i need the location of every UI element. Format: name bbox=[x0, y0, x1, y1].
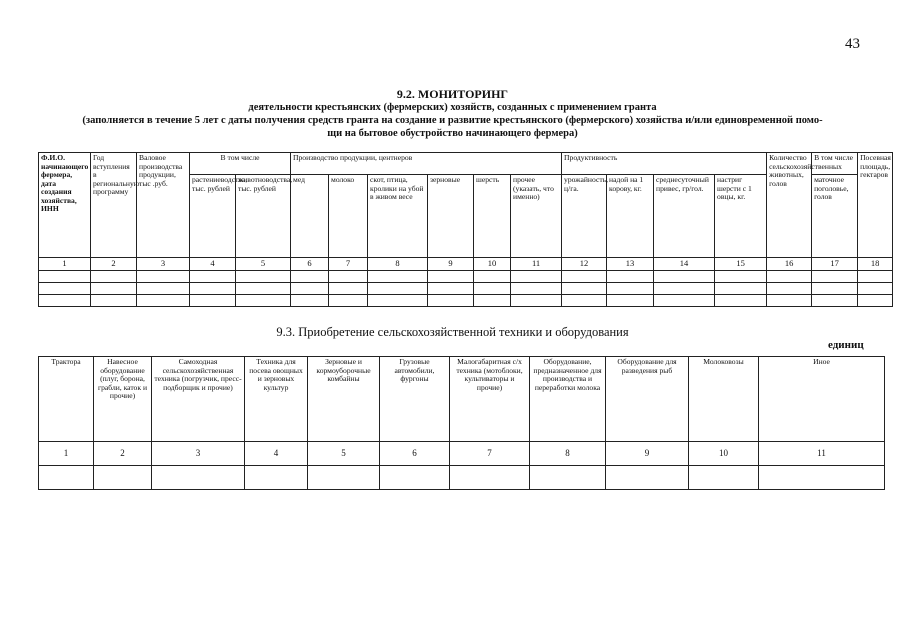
monitoring-table bbox=[38, 152, 893, 307]
header-fio: Ф.И.О. начинающего фермера, дата создания хозяйства, ИНН bbox=[39, 153, 91, 258]
empty-cell bbox=[715, 294, 767, 306]
column-number: 2 bbox=[91, 258, 137, 271]
empty-cell bbox=[91, 282, 137, 294]
header-trucks: Грузовые автомобили, фургоны bbox=[380, 357, 450, 442]
header-animals-count: Количество сельскохозяйственных животных, голов bbox=[767, 153, 812, 258]
empty-cell bbox=[607, 282, 654, 294]
empty-cell bbox=[39, 294, 91, 306]
header-sowing-equipment: Техника для посева овощных и зерновых культур bbox=[245, 357, 308, 442]
column-number: 17 bbox=[812, 258, 858, 271]
empty-cell bbox=[190, 282, 236, 294]
column-number: 2 bbox=[94, 442, 152, 466]
column-number: 12 bbox=[562, 258, 607, 271]
empty-cell bbox=[511, 294, 562, 306]
header-fish-equipment: Оборудование для разведения рыб bbox=[606, 357, 689, 442]
column-number: 8 bbox=[368, 258, 428, 271]
header-self-propelled: Самоходная сельскохозяйственная техника (погрузчик, пресс-подборщик и прочие) bbox=[152, 357, 245, 442]
empty-cell bbox=[474, 294, 511, 306]
empty-cell bbox=[39, 282, 91, 294]
empty-cell bbox=[812, 282, 858, 294]
column-number: 8 bbox=[530, 442, 606, 466]
empty-cell bbox=[767, 294, 812, 306]
empty-cell bbox=[812, 294, 858, 306]
header-other: Иное bbox=[759, 357, 885, 442]
column-number: 4 bbox=[245, 442, 308, 466]
empty-cell bbox=[236, 282, 291, 294]
empty-cell bbox=[137, 282, 190, 294]
empty-cell bbox=[715, 282, 767, 294]
header-production: Производство продукции, центнеров bbox=[291, 153, 562, 175]
empty-cell bbox=[291, 282, 329, 294]
empty-cell bbox=[511, 270, 562, 282]
column-number: 6 bbox=[291, 258, 329, 271]
header-sown-area: Посевная площадь, гектаров bbox=[858, 153, 893, 258]
column-number: 10 bbox=[689, 442, 759, 466]
header-wool-clip: настриг шерсти с 1 овцы, кг. bbox=[715, 175, 767, 258]
section-9-2-note-line2: щи на бытовое обустройство начинающего фермера) bbox=[327, 128, 578, 139]
empty-cell bbox=[530, 466, 606, 490]
column-number: 9 bbox=[428, 258, 474, 271]
empty-cell bbox=[654, 294, 715, 306]
header-productivity: Продуктивность bbox=[562, 153, 767, 175]
empty-cell bbox=[91, 294, 137, 306]
header-milk-yield: надой на 1 корову, кг. bbox=[607, 175, 654, 258]
column-number: 15 bbox=[715, 258, 767, 271]
empty-cell bbox=[858, 282, 893, 294]
empty-cell bbox=[329, 270, 368, 282]
empty-cell bbox=[368, 294, 428, 306]
empty-cell bbox=[654, 270, 715, 282]
empty-cell bbox=[39, 270, 91, 282]
table-row bbox=[39, 270, 893, 282]
empty-cell bbox=[329, 282, 368, 294]
header-daily-gain: среднесуточный привес, гр/гол. bbox=[654, 175, 715, 258]
empty-cell bbox=[607, 270, 654, 282]
header-wool: шерсть bbox=[474, 175, 511, 258]
column-number: 16 bbox=[767, 258, 812, 271]
column-number: 18 bbox=[858, 258, 893, 271]
empty-cell bbox=[39, 466, 94, 490]
page-number: 43 bbox=[845, 36, 860, 52]
empty-cell bbox=[562, 294, 607, 306]
header-milk-trucks: Молоковозы bbox=[689, 357, 759, 442]
empty-cell bbox=[450, 466, 530, 490]
column-number: 5 bbox=[236, 258, 291, 271]
empty-cell bbox=[812, 270, 858, 282]
header-small-machinery: Малогабаритная с/х техника (мотоблоки, культиваторы и прочие) bbox=[450, 357, 530, 442]
section-9-3-title: 9.3. Приобретение сельскохозяйственной техники и оборудования bbox=[276, 325, 629, 339]
column-number: 4 bbox=[190, 258, 236, 271]
empty-cell bbox=[607, 294, 654, 306]
equipment-table bbox=[38, 356, 885, 490]
column-number: 5 bbox=[308, 442, 380, 466]
empty-cell bbox=[245, 466, 308, 490]
empty-cell bbox=[236, 270, 291, 282]
table-row bbox=[39, 294, 893, 306]
header-cattle: скот, птица, кролики на убой в живом весе bbox=[368, 175, 428, 258]
column-number: 1 bbox=[39, 442, 94, 466]
empty-cell bbox=[858, 294, 893, 306]
empty-cell bbox=[562, 270, 607, 282]
empty-cell bbox=[428, 282, 474, 294]
header-honey: мед bbox=[291, 175, 329, 258]
column-number: 14 bbox=[654, 258, 715, 271]
empty-cell bbox=[152, 466, 245, 490]
header-crop: растениеводства, тыс. рублей bbox=[190, 175, 236, 258]
column-number: 7 bbox=[329, 258, 368, 271]
section-9-2-subtitle: деятельности крестьянских (фермерских) хозяйств, созданных с применением гранта bbox=[248, 102, 657, 113]
header-other: прочее (указать, что именно) bbox=[511, 175, 562, 258]
empty-cell bbox=[190, 270, 236, 282]
column-number: 3 bbox=[152, 442, 245, 466]
empty-cell bbox=[562, 282, 607, 294]
header-incl2: В том числе bbox=[812, 153, 858, 175]
empty-cell bbox=[767, 282, 812, 294]
empty-cell bbox=[329, 294, 368, 306]
empty-cell bbox=[190, 294, 236, 306]
table-row bbox=[39, 466, 885, 490]
column-number: 6 bbox=[380, 442, 450, 466]
units-label: единиц bbox=[828, 339, 864, 351]
empty-cell bbox=[759, 466, 885, 490]
empty-cell bbox=[654, 282, 715, 294]
column-number: 13 bbox=[607, 258, 654, 271]
empty-cell bbox=[291, 270, 329, 282]
column-number: 10 bbox=[474, 258, 511, 271]
header-breeding: маточное поголовье, голов bbox=[812, 175, 858, 258]
empty-cell bbox=[137, 270, 190, 282]
empty-cell bbox=[91, 270, 137, 282]
table-row bbox=[39, 282, 893, 294]
empty-cell bbox=[94, 466, 152, 490]
empty-cell bbox=[291, 294, 329, 306]
section-9-2-note-line1: (заполняется в течение 5 лет с даты получения средств гранта на создание и развитие крестьянского (фермерского) хозяйства и/или единовременной помо- bbox=[82, 115, 823, 126]
header-livestock: животноводства, тыс. рублей bbox=[236, 175, 291, 258]
empty-cell bbox=[380, 466, 450, 490]
header-yield: урожайность, ц/га. bbox=[562, 175, 607, 258]
column-number: 11 bbox=[759, 442, 885, 466]
section-9-2-title: 9.2. МОНИТОРИНГ bbox=[396, 87, 509, 101]
header-incl: В том числе bbox=[190, 153, 291, 175]
header-year: Год вступления в региональную программу bbox=[91, 153, 137, 258]
empty-cell bbox=[474, 282, 511, 294]
empty-cell bbox=[308, 466, 380, 490]
empty-cell bbox=[368, 270, 428, 282]
empty-cell bbox=[236, 294, 291, 306]
column-number: 7 bbox=[450, 442, 530, 466]
header-combines: Зерновые и кормоуборочные комбайны bbox=[308, 357, 380, 442]
header-attachments: Навесное оборудование (плуг, борона, грабли, каток и прочие) bbox=[94, 357, 152, 442]
header-tractors: Трактора bbox=[39, 357, 94, 442]
empty-cell bbox=[606, 466, 689, 490]
empty-cell bbox=[689, 466, 759, 490]
empty-cell bbox=[511, 282, 562, 294]
column-number: 1 bbox=[39, 258, 91, 271]
empty-cell bbox=[858, 270, 893, 282]
empty-cell bbox=[474, 270, 511, 282]
empty-cell bbox=[428, 294, 474, 306]
header-milk-equipment: Оборудование, предназначенное для производства и переработки молока bbox=[530, 357, 606, 442]
empty-cell bbox=[715, 270, 767, 282]
header-grain: зерновые bbox=[428, 175, 474, 258]
empty-cell bbox=[767, 270, 812, 282]
empty-cell bbox=[368, 282, 428, 294]
column-number: 11 bbox=[511, 258, 562, 271]
empty-cell bbox=[428, 270, 474, 282]
empty-cell bbox=[137, 294, 190, 306]
header-gross: Валовое производства продукции, тыс .руб. bbox=[137, 153, 190, 258]
column-number: 9 bbox=[606, 442, 689, 466]
header-milk: молоко bbox=[329, 175, 368, 258]
column-number: 3 bbox=[137, 258, 190, 271]
